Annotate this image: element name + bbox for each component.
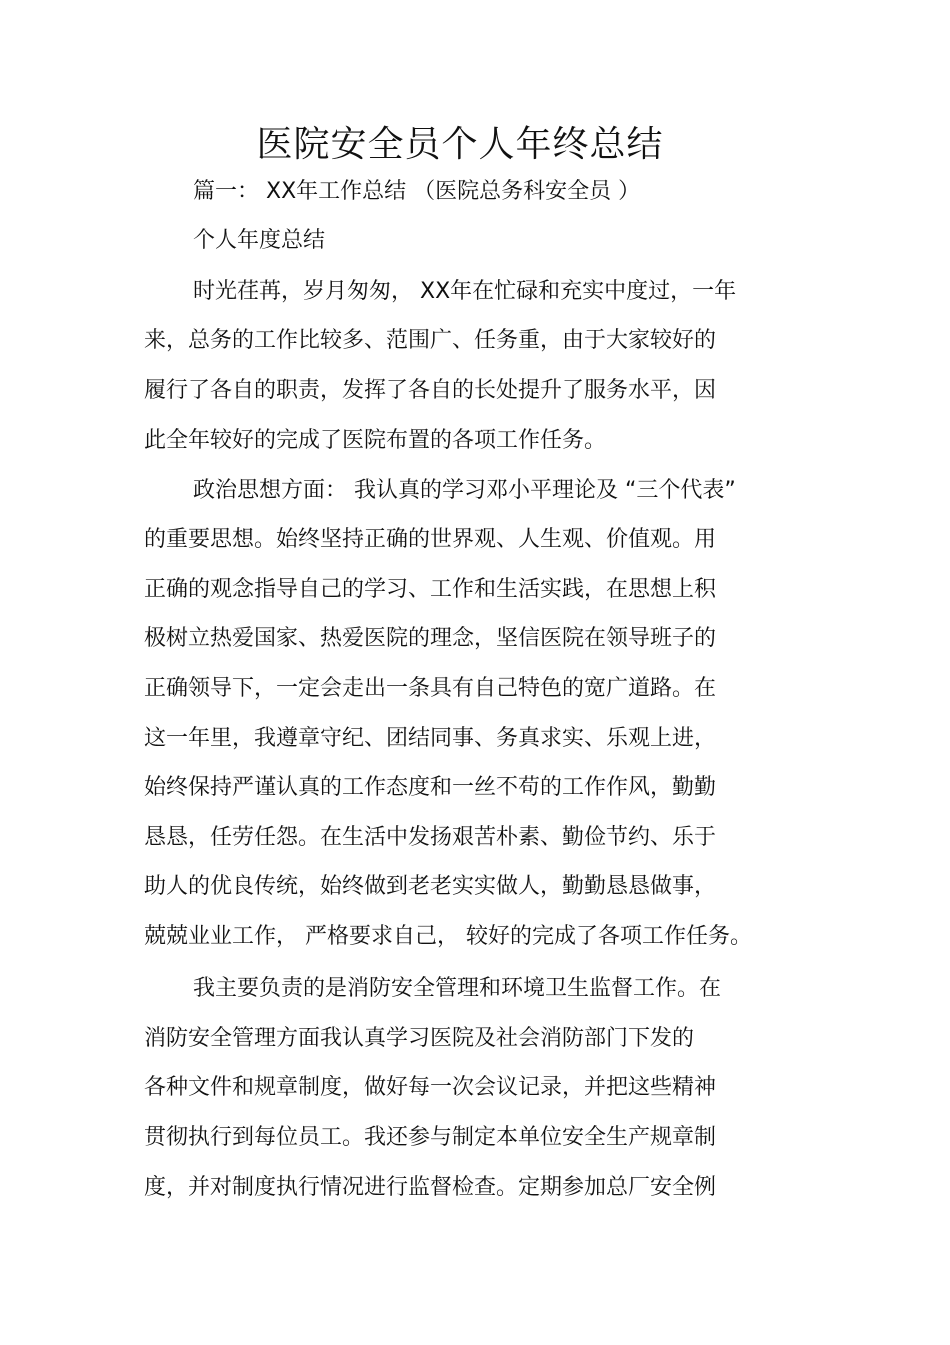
- paragraph-line: 来，总务的工作比较多、范围广、任务重，由于大家较好的: [144, 328, 717, 353]
- paragraph-line: 恳恳，任劳任怨。在生活中发扬艰苦朴素、勤俭节约、乐于: [144, 825, 717, 850]
- paragraph-line: 的重要思想。始终坚持正确的世界观、人生观、价值观。用: [144, 527, 717, 552]
- paragraph-line: 时光荏苒，岁月匆匆， XX年在忙碌和充实中度过，一年: [193, 279, 737, 304]
- paragraph-line: 助人的优良传统，始终做到老老实实做人，勤勤恳恳做事，: [144, 874, 717, 899]
- paragraph-line: 各种文件和规章制度，做好每一次会议记录，并把这些精神: [144, 1075, 717, 1100]
- paragraph-line: 我主要负责的是消防安全管理和环境卫生监督工作。在: [193, 976, 722, 1001]
- subtitle-line-2: 个人年度总结: [193, 228, 326, 253]
- paragraph-line: 正确领导下，一定会走出一条具有自己特色的宽广道路。在: [144, 676, 717, 701]
- paragraph-line: 消防安全管理方面我认真学习医院及社会消防部门下发的: [144, 1026, 695, 1051]
- paragraph-line: 政治思想方面： 我认真的学习邓小平理论及 “三个代表”: [193, 478, 736, 503]
- paragraph-line: 此全年较好的完成了医院布置的各项工作任务。: [144, 428, 607, 453]
- subtitle-line-1: 篇一： XX年工作总结 （医院总务科安全员 ）: [193, 179, 641, 204]
- paragraph-line: 度，并对制度执行情况进行监督检查。定期参加总厂安全例: [144, 1175, 717, 1200]
- paragraph-line: 贯彻执行到每位员工。我还参与制定本单位安全生产规章制: [144, 1125, 717, 1150]
- document-title: 医院安全员个人年终总结: [256, 124, 664, 165]
- paragraph-line: 始终保持严谨认真的工作态度和一丝不苟的工作作风，勤勤: [144, 775, 717, 800]
- paragraph-line: 极树立热爱国家、热爱医院的理念，坚信医院在领导班子的: [144, 626, 717, 651]
- paragraph-line: 正确的观念指导自己的学习、工作和生活实践，在思想上积: [144, 577, 717, 602]
- paragraph-line: 兢兢业业工作， 严格要求自己， 较好的完成了各项工作任务。: [144, 924, 752, 949]
- paragraph-line: 履行了各自的职责，发挥了各自的长处提升了服务水平，因: [144, 378, 717, 403]
- paragraph-line: 这一年里，我遵章守纪、团结同事、务真求实、乐观上进，: [144, 726, 717, 751]
